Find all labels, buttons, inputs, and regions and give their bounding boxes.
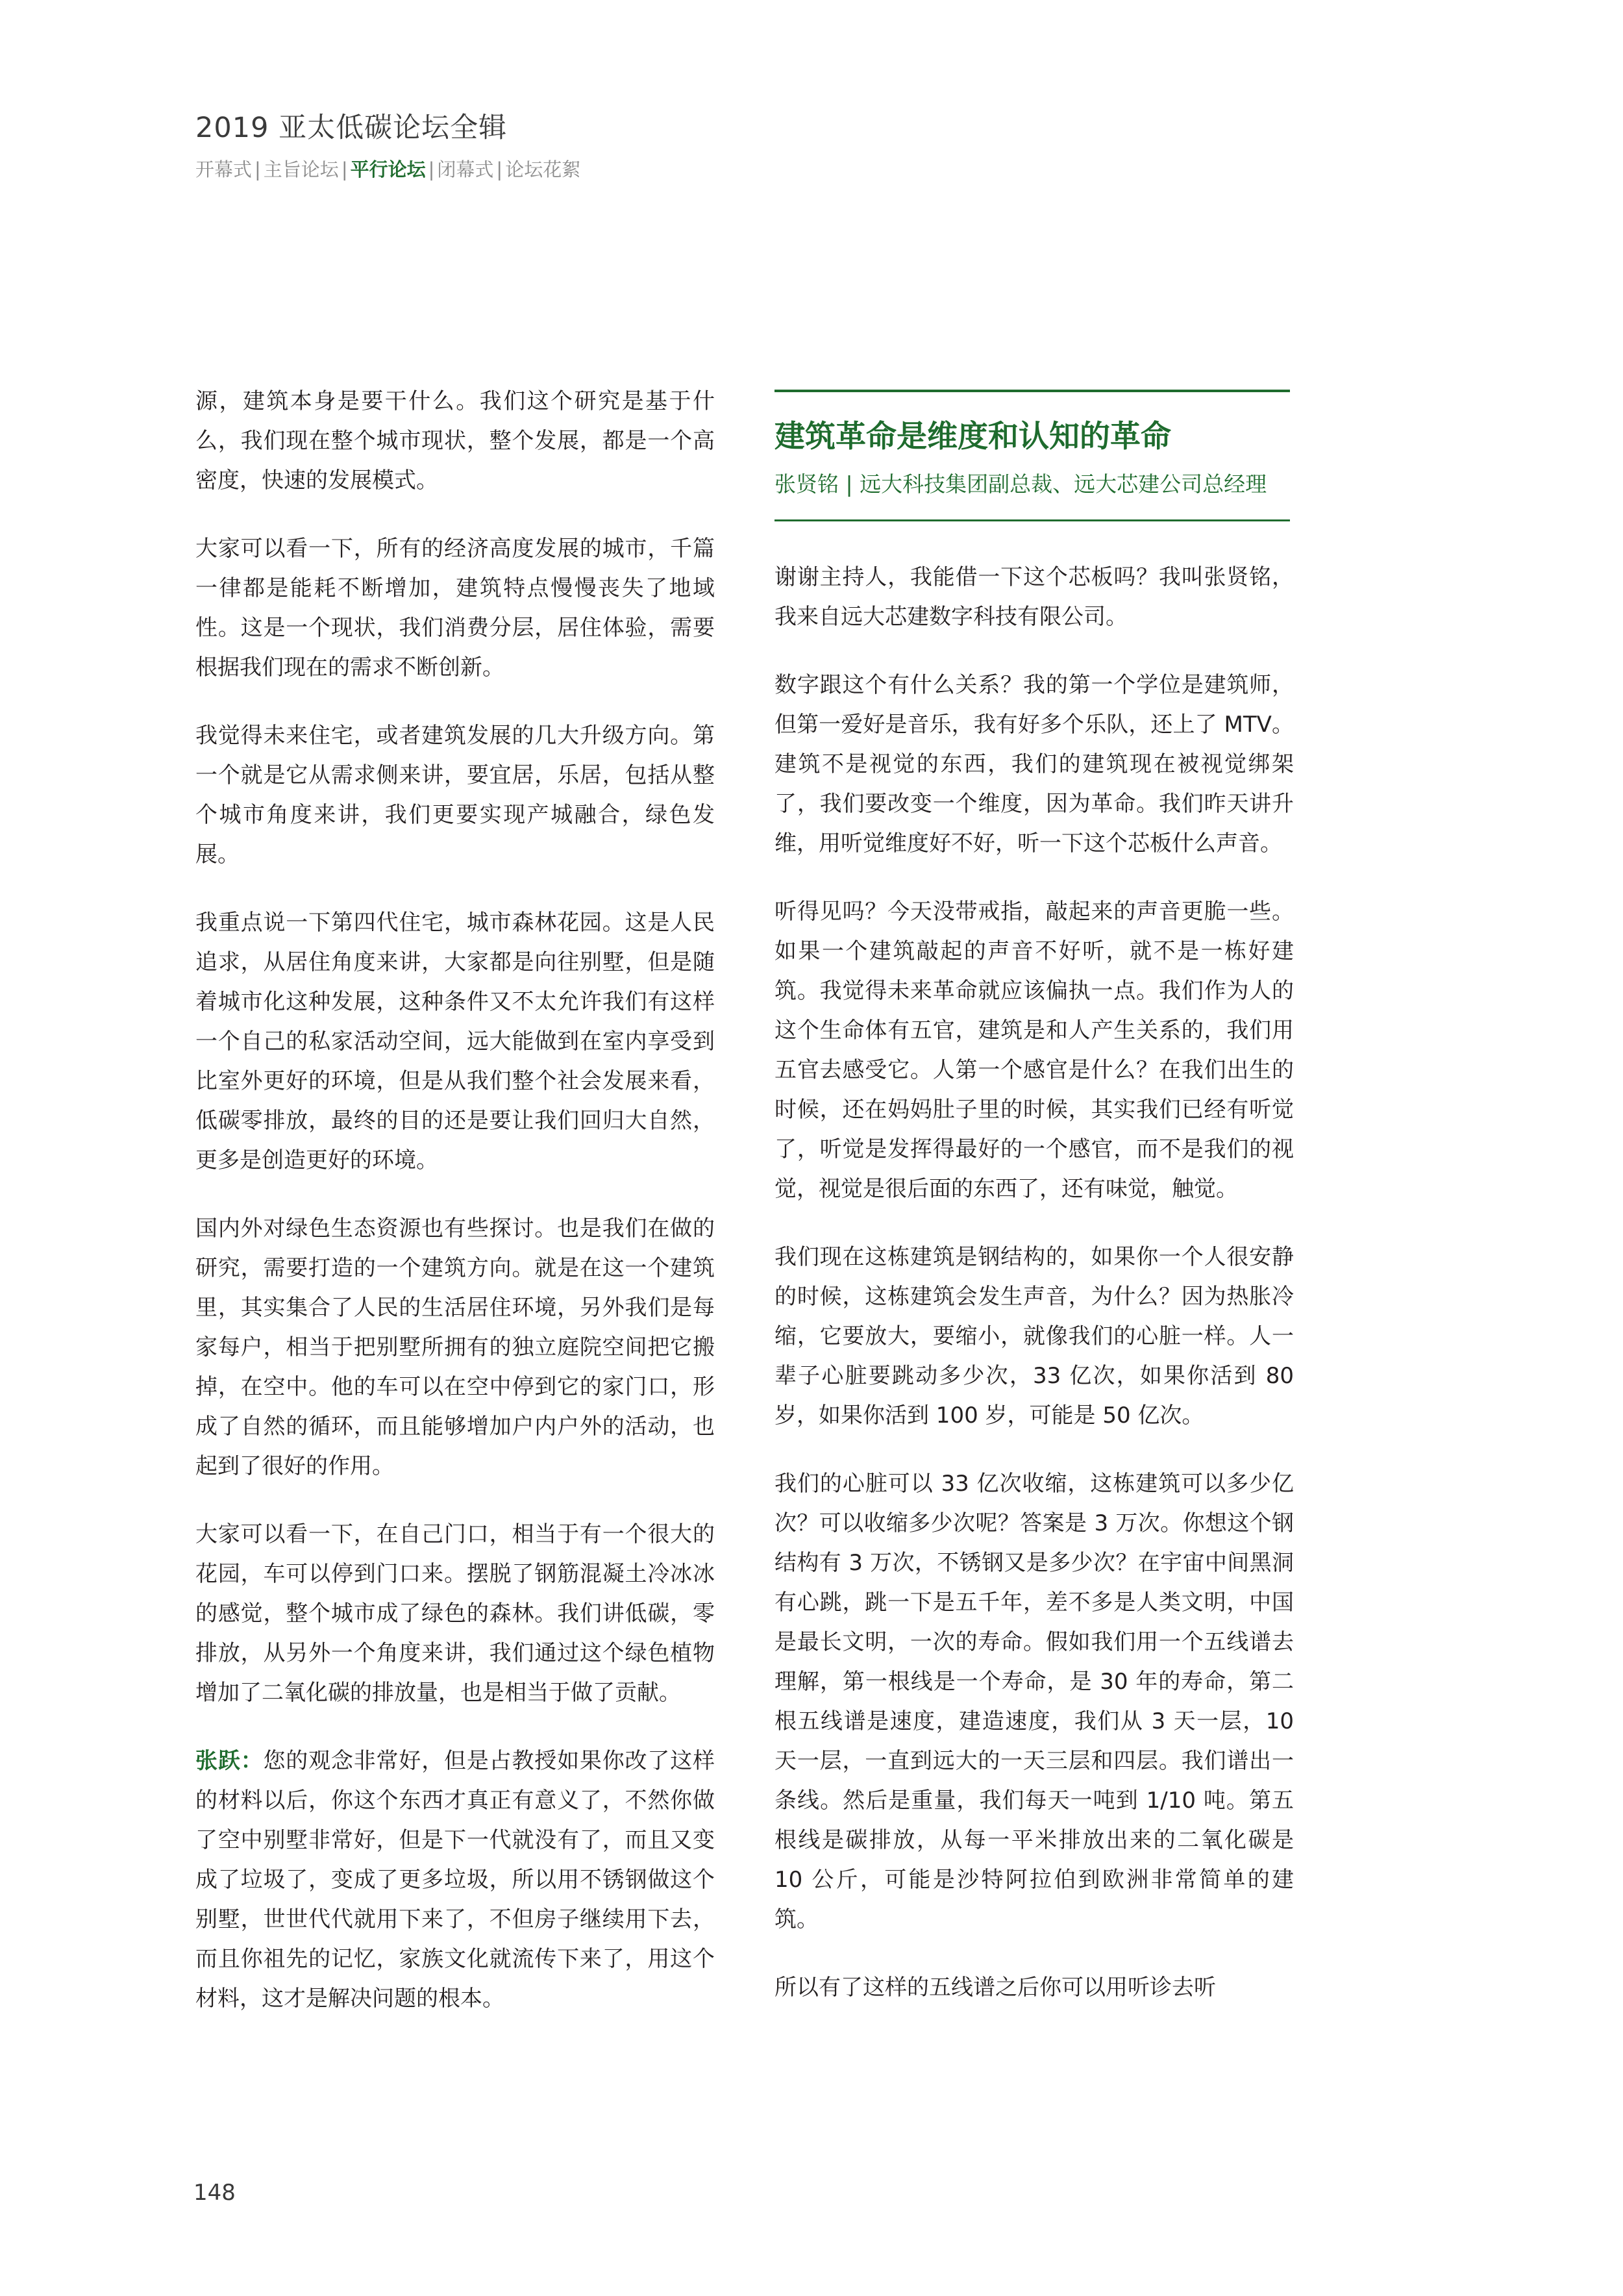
nav-item-keynote[interactable]: 主旨论坛 <box>263 158 339 181</box>
nav-separator: | <box>496 158 503 181</box>
nav-separator: | <box>254 158 261 181</box>
nav-item-closing[interactable]: 闭幕式 <box>437 158 494 181</box>
speaker-text: 您的观念非常好，但是占教授如果你改了这样的材料以后，你这个东西才真正有意义了，不然你做了空中别墅非常好，但是下一代就没有了，而且又变成了垃圾了，变成了更多垃圾，所以用不锈钢做这个别墅，世世代代就用下来了，不但房子继续用下去，而且你祖先的记忆，家族文化就流传下来了，用这个材料，这才是解决问题的根本。 <box>195 1748 715 2012</box>
section-title: 建筑革命是维度和认知的革命 <box>774 419 1171 455</box>
nav-item-highlights[interactable]: 论坛花絮 <box>505 158 581 181</box>
body-paragraph: 谢谢主持人，我能借一下这个芯板吗？我叫张贤铭，我来自远大芯建数字科技有限公司。 <box>774 564 1294 630</box>
body-paragraph: 我觉得未来住宅，或者建筑发展的几大升级方向。第一个就是它从需求侧来讲，要宜居，乐居，包括从整个城市角度来讲，我们更要实现产城融合，绿色发展。 <box>195 723 715 867</box>
body-paragraph: 国内外对绿色生态资源也有些探讨。也是我们在做的研究，需要打造的一个建筑方向。就是在这一个建筑里，其实集合了人民的生活居住环境，另外我们是每家每户，相当于把别墅所拥有的独立庭院空间把它搬掉，在空中。他的车可以在空中停到它的家门口，形成了自然的循环，而且能够增加户内户外的活动，也起到了很好的作用。 <box>195 1216 715 1479</box>
body-paragraph: 大家可以看一下，在自己门口，相当于有一个很大的花园，车可以停到门口来。摆脱了钢筋混凝土冷冰冰的感觉，整个城市成了绿色的森林。我们讲低碳，零排放，从另外一个角度来讲，我们通过这个绿色植物增加了二氧化碳的排放量，也是相当于做了贡献。 <box>195 1521 715 1706</box>
body-paragraph: 源，建筑本身是要干什么。我们这个研究是基于什么，我们现在整个城市现状，整个发展，都是一个高密度，快速的发展模式。 <box>195 388 715 493</box>
body-paragraph: 听得见吗？今天没带戒指，敲起来的声音更脆一些。如果一个建筑敲起的声音不好听，就不是一栋好建筑。我觉得未来革命就应该偏执一点。我们作为人的这个生命体有五官，建筑是和人产生关系的，我们用五官去感受它。人第一个感官是什么？在我们出生的时候，还在妈妈肚子里的时候，其实我们已经有听觉了，听觉是发挥得最好的一个感官，而不是我们的视觉，视觉是很后面的东西了，还有味觉，触觉。 <box>774 898 1294 1202</box>
body-paragraph: 我们的心脏可以 33 亿次收缩，这栋建筑可以多少亿次？可以收缩多少次呢？答案是 3 万次。你想这个钢结构有 3 万次，不锈钢又是多少次？在宇宙中间黑洞有心跳，跳一下是五千年，差不多是人类文明，中国是最长文明，一次的寿命。假如我们用一个五线谱去理解，第一根线是一个寿命，是 30 年的寿命，第二根五线谱是速度，建造速度，我们从 3 天一层，10 天一层，一直到远大的一天三层和四层。我们谱出一条线。然后是重量，我们每天一吨到 1/10 吨。第五根线是碳排放，从每一平米排放出来的二氧化碳是 10 公斤，可能是沙特阿拉伯到欧洲非常简单的建筑。 <box>774 1470 1294 1932</box>
section-nav <box>195 158 580 181</box>
section-bottom-rule <box>774 519 1290 521</box>
page-number: 148 <box>193 2180 236 2206</box>
right-column <box>774 390 1294 2036</box>
body-paragraph: 数字跟这个有什么关系？我的第一个学位是建筑师，但第一爱好是音乐，我有好多个乐队，还上了 MTV。建筑不是视觉的东西，我们的建筑现在被视觉绑架了，我们要改变一个维度，因为革命。我们昨天讲升维，用听觉维度好不好，听一下这个芯板什么声音。 <box>774 671 1294 856</box>
publication-title: 2019 亚太低碳论坛全辑 <box>195 112 508 144</box>
section-top-rule <box>774 390 1290 392</box>
nav-item-opening[interactable]: 开幕式 <box>195 158 253 181</box>
nav-item-parallel-forum[interactable]: 平行论坛 <box>350 158 426 181</box>
nav-separator: | <box>428 158 435 181</box>
speaker-paragraph <box>195 1741 715 2019</box>
nav-separator: | <box>341 158 348 181</box>
left-column <box>195 382 715 2047</box>
body-paragraph: 我们现在这栋建筑是钢结构的，如果你一个人很安静的时候，这栋建筑会发生声音，为什么？因为热胀冷缩，它要放大，要缩小，就像我们的心脏一样。人一辈子心脏要跳动多少次，33 亿次，如果你活到 80 岁，如果你活到 100 岁，可能是 50 亿次。 <box>774 1243 1294 1429</box>
body-paragraph: 所以有了这样的五线谱之后你可以用听诊去听 <box>774 1974 1216 2001</box>
body-paragraph: 我重点说一下第四代住宅，城市森林花园。这是人民追求，从居住角度来讲，大家都是向往别墅，但是随着城市化这种发展，这种条件又不太允许我们有这样一个自己的私家活动空间，远大能做到在室内享受到比室外更好的环境，但是从我们整个社会发展来看，低碳零排放，最终的目的还是要让我们回归大自然，更多是创造更好的环境。 <box>195 910 715 1173</box>
speaker-byline: 张贤铭 | 远大科技集团副总裁、远大芯建公司总经理 <box>774 471 1267 497</box>
speaker-name: 张跃： <box>195 1748 264 1774</box>
body-paragraph: 大家可以看一下，所有的经济高度发展的城市，千篇一律都是能耗不断增加，建筑特点慢慢丧失了地域性。这是一个现状，我们消费分层，居住体验，需要根据我们现在的需求不断创新。 <box>195 536 715 680</box>
